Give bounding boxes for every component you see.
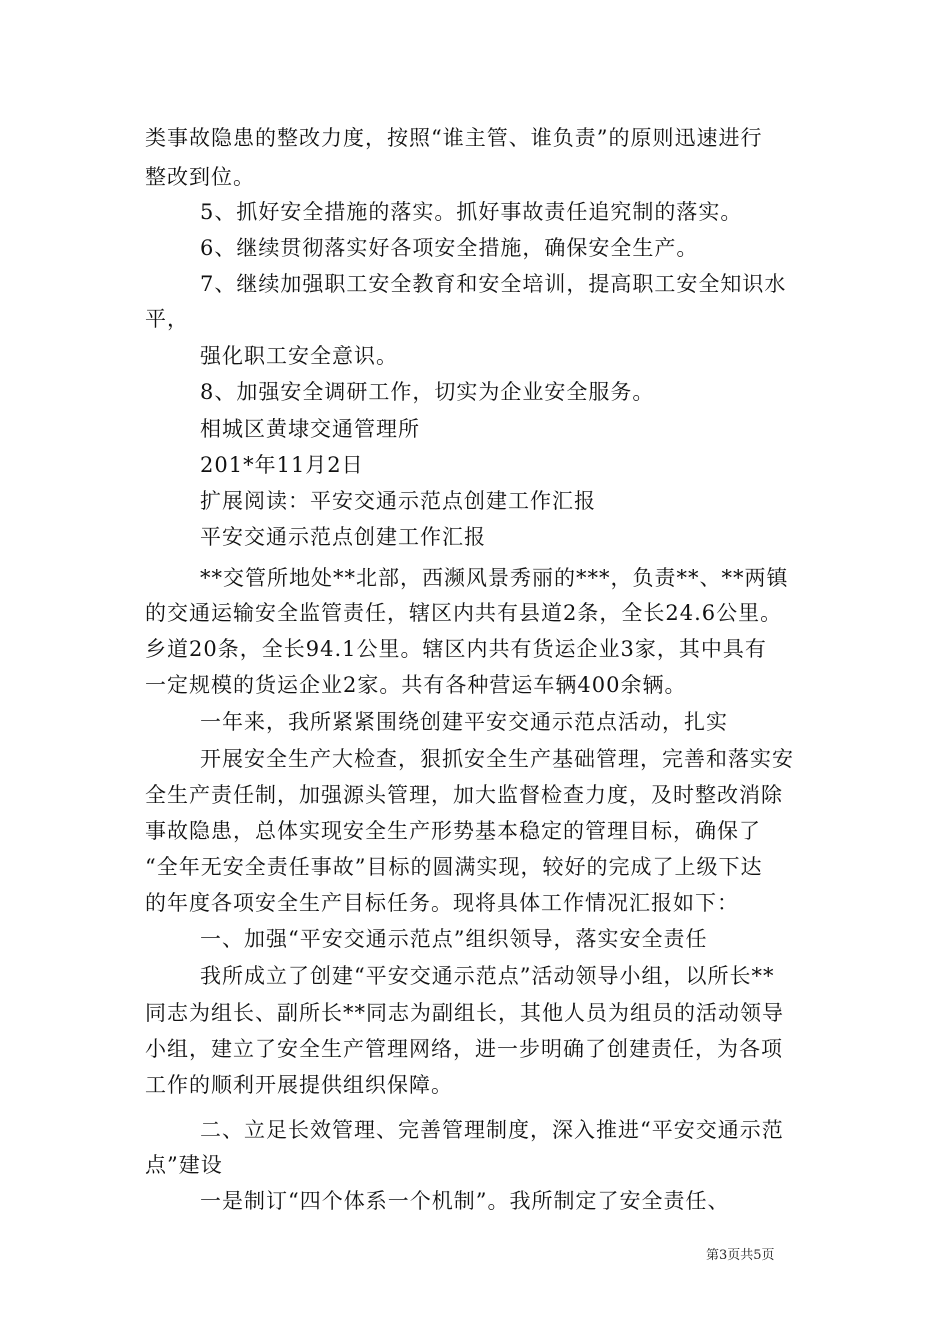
paragraph-line: 事故隐患，总体实现安全生产形势基本稳定的管理目标，确保了: [145, 819, 761, 843]
paragraph-line: 相城区黄埭交通管理所: [200, 417, 420, 441]
paragraph-line: 强化职工安全意识。: [200, 344, 398, 368]
paragraph-line: 5、抓好安全措施的落实。抓好事故责任追究制的落实。: [200, 200, 743, 224]
paragraph-line: 整改到位。: [145, 165, 255, 189]
paragraph-line: 类事故隐患的整改力度，按照“谁主管、谁负责”的原则迅速进行: [145, 126, 763, 150]
paragraph-line: 平，: [145, 307, 189, 331]
paragraph-line: 7、继续加强职工安全教育和安全培训，提高职工安全知识水: [200, 272, 787, 296]
paragraph-line: 工作的顺利开展提供组织保障。: [145, 1073, 453, 1097]
paragraph-line: 我所成立了创建“平安交通示范点”活动领导小组，以所长**: [200, 964, 775, 988]
paragraph-line: 平安交通示范点创建工作汇报: [200, 525, 486, 549]
paragraph-line: 6、继续贯彻落实好各项安全措施，确保安全生产。: [200, 236, 699, 260]
paragraph-line: 一定规模的货运企业2家。共有各种营运车辆400余辆。: [145, 673, 687, 697]
page-number-footer: 第3页共5页: [706, 1248, 775, 1263]
paragraph-line: 8、加强安全调研工作，切实为企业安全服务。: [200, 380, 655, 404]
paragraph-line: 同志为组长、副所长**同志为副组长，其他人员为组员的活动领导: [145, 1001, 784, 1025]
paragraph-line: 一是制订“四个体系一个机制”。我所制定了安全责任、: [200, 1189, 730, 1213]
paragraph-line: 小组，建立了安全生产管理网络，进一步明确了创建责任，为各项: [145, 1037, 783, 1061]
paragraph-line: “全年无安全责任事故”目标的圆满实现，较好的完成了上级下达: [145, 855, 763, 879]
paragraph-line: **交管所地处**北部，西濒风景秀丽的***，负责**、**两镇: [200, 566, 789, 590]
section-heading: 点”建设: [145, 1153, 223, 1177]
paragraph-line: 乡道20条，全长94.1公里。辖区内共有货运企业3家，其中具有: [145, 637, 767, 661]
paragraph-line: 的交通运输安全监管责任，辖区内共有县道2条，全长24.6公里。: [145, 601, 783, 625]
paragraph-line: 全生产责任制，加强源头管理，加大监督检查力度，及时整改消除: [145, 783, 783, 807]
paragraph-line: 开展安全生产大检查，狠抓安全生产基础管理，完善和落实安: [200, 747, 794, 771]
paragraph-line: 201*年11月2日: [200, 453, 364, 477]
paragraph-line: 一年来，我所紧紧围绕创建平安交通示范点活动，扎实: [200, 710, 728, 734]
paragraph-line: 扩展阅读：平安交通示范点创建工作汇报: [200, 489, 596, 513]
section-heading: 二、立足长效管理、完善管理制度，深入推进“平安交通示范: [200, 1118, 784, 1142]
paragraph-line: 的年度各项安全生产目标任务。现将具体工作情况汇报如下：: [145, 891, 739, 915]
section-heading: 一、加强“平安交通示范点”组织领导，落实安全责任: [200, 927, 708, 951]
